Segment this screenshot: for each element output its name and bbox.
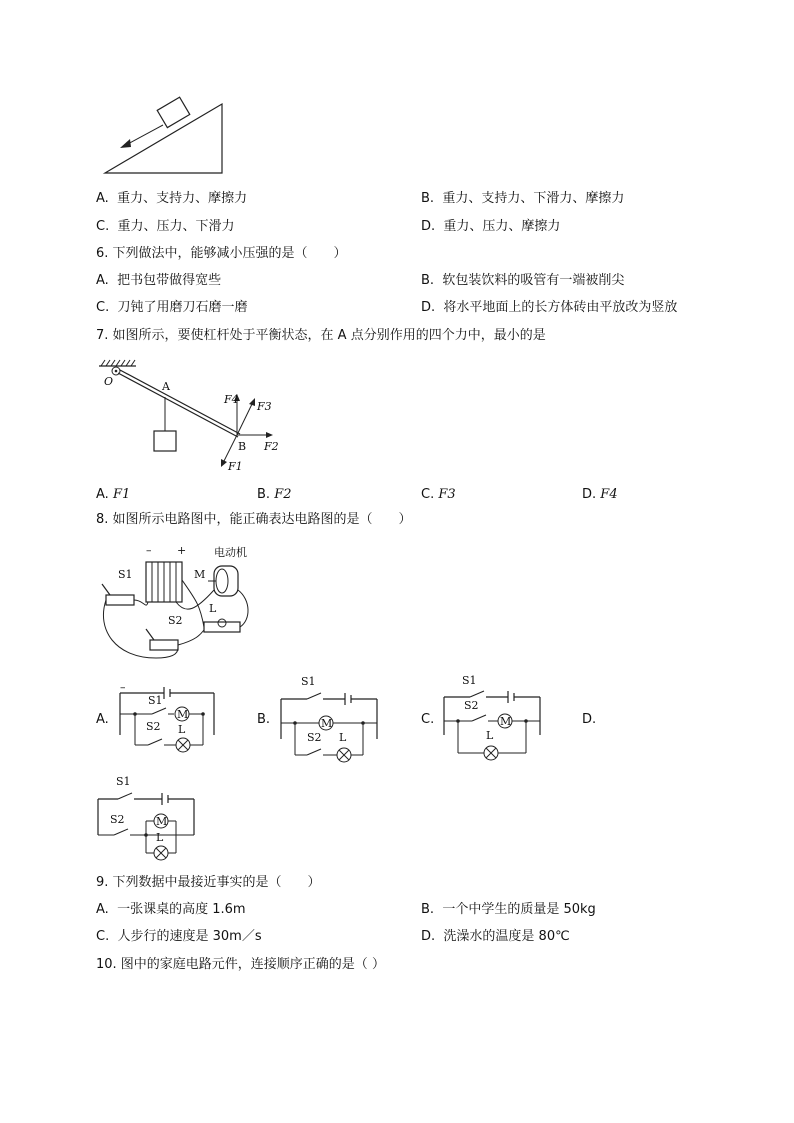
option-key: B. bbox=[421, 273, 435, 288]
q9-option-c[interactable] bbox=[96, 928, 262, 946]
q8-stem: 8. 如图所示电路图中，能正确表达电路图的是（ ） bbox=[96, 512, 412, 527]
label-f4: F4 bbox=[224, 393, 239, 406]
q10-stem: 10. 图中的家庭电路元件，连接顺序正确的是（ ） bbox=[96, 957, 385, 972]
q8-circuit-d bbox=[96, 773, 196, 863]
option-text: 重力、支持力、下滑力、摩擦力 bbox=[442, 191, 625, 206]
label-s1: S1 bbox=[301, 675, 316, 688]
label-s1: S1 bbox=[118, 568, 133, 581]
label-s1: S1 bbox=[116, 775, 131, 788]
q8-circuit-b bbox=[279, 675, 379, 765]
option-text: 刀钝了用磨刀石磨一磨 bbox=[117, 300, 248, 315]
option-text: 重力、压力、下滑力 bbox=[117, 219, 235, 234]
label-m: M bbox=[500, 715, 512, 728]
label-m: M bbox=[177, 708, 189, 721]
option-key: B. bbox=[257, 487, 271, 502]
option-text: 一张课桌的高度 1.6m bbox=[117, 902, 246, 917]
label-s2: S2 bbox=[464, 699, 479, 712]
label-s1: S1 bbox=[148, 694, 163, 707]
label-l: L bbox=[339, 731, 347, 744]
q5-option-c[interactable] bbox=[96, 218, 235, 236]
option-text: 洗澡水的温度是 80℃ bbox=[443, 929, 570, 944]
option-key: D. bbox=[421, 219, 436, 234]
q7-option-d[interactable] bbox=[582, 486, 618, 504]
label-plus: + bbox=[177, 544, 187, 557]
label-m: M bbox=[156, 815, 168, 828]
option-key: C. bbox=[96, 300, 110, 315]
label-f2: F2 bbox=[264, 440, 279, 453]
q6-option-c[interactable] bbox=[96, 299, 248, 317]
label-s2: S2 bbox=[110, 813, 125, 826]
q5-incline-figure bbox=[100, 98, 230, 178]
label-l: L bbox=[156, 831, 164, 844]
option-key: B. bbox=[421, 902, 435, 917]
option-key: A. bbox=[96, 191, 109, 206]
option-key: D. bbox=[582, 487, 597, 502]
q7-stem: 7. 如图所示，要使杠杆处于平衡状态，在 A 点分别作用的四个力中，最小的是 bbox=[96, 328, 546, 343]
option-text: F2 bbox=[274, 487, 292, 502]
label-b: B bbox=[238, 440, 247, 453]
q5-option-a[interactable] bbox=[96, 190, 247, 208]
q5-option-b[interactable] bbox=[421, 190, 624, 208]
option-key: D. bbox=[421, 929, 436, 944]
option-text: 把书包带做得宽些 bbox=[117, 273, 222, 288]
option-text: F3 bbox=[438, 487, 456, 502]
q8-option-a-key[interactable]: A. bbox=[96, 712, 109, 727]
label-s2: S2 bbox=[146, 720, 161, 733]
option-text: F1 bbox=[112, 487, 131, 502]
option-text: 人步行的速度是 30m／s bbox=[117, 929, 262, 944]
option-key: A. bbox=[96, 902, 109, 917]
label-s1: S1 bbox=[462, 674, 477, 687]
q8-circuit-c bbox=[442, 673, 542, 765]
q8-circuit-a bbox=[118, 683, 218, 763]
option-text: 重力、支持力、摩擦力 bbox=[117, 191, 248, 206]
q5-option-d[interactable] bbox=[421, 218, 560, 236]
option-key: A. bbox=[96, 487, 109, 502]
q7-option-a[interactable] bbox=[96, 486, 130, 504]
option-text: 软包装饮料的吸管有一端被削尖 bbox=[442, 273, 625, 288]
option-key: B. bbox=[421, 191, 435, 206]
option-text: 一个中学生的质量是 50kg bbox=[442, 902, 596, 917]
label-minus: – bbox=[146, 544, 152, 557]
option-text: 将水平地面上的长方体砖由平放改为竖放 bbox=[443, 300, 678, 315]
svg-text:–: – bbox=[120, 681, 126, 694]
q7-option-c[interactable] bbox=[421, 486, 456, 504]
q9-option-a[interactable] bbox=[96, 901, 246, 919]
q8-option-c-key[interactable]: C. bbox=[421, 712, 435, 727]
q9-stem: 9. 下列数据中最接近事实的是（ ） bbox=[96, 875, 321, 890]
option-text: F4 bbox=[600, 487, 618, 502]
option-key: C. bbox=[96, 929, 110, 944]
q8-physical-circuit bbox=[96, 540, 266, 665]
q6-stem: 6. 下列做法中，能够减小压强的是（ ） bbox=[96, 246, 347, 261]
label-o: O bbox=[104, 375, 114, 388]
label-a: A bbox=[162, 380, 170, 393]
q6-option-d[interactable] bbox=[421, 299, 677, 317]
q6-option-a[interactable] bbox=[96, 272, 221, 290]
label-l: L bbox=[209, 602, 217, 615]
label-m: M bbox=[194, 568, 206, 581]
option-key: C. bbox=[96, 219, 110, 234]
option-key: D. bbox=[421, 300, 436, 315]
q8-option-d-key[interactable]: D. bbox=[582, 712, 597, 727]
q9-option-b[interactable] bbox=[421, 901, 596, 919]
q6-option-b[interactable] bbox=[421, 272, 624, 290]
label-s2: S2 bbox=[168, 614, 183, 627]
option-key: C. bbox=[421, 487, 435, 502]
option-key: A. bbox=[96, 273, 109, 288]
label-s2: S2 bbox=[307, 731, 322, 744]
label-motor-caption: 电动机 bbox=[214, 546, 247, 559]
label-l: L bbox=[178, 723, 186, 736]
q9-option-d[interactable] bbox=[421, 928, 570, 946]
option-text: 重力、压力、摩擦力 bbox=[443, 219, 561, 234]
label-f3: F3 bbox=[257, 400, 272, 413]
label-l: L bbox=[486, 729, 494, 742]
q7-option-b[interactable] bbox=[257, 486, 292, 504]
label-f1: F1 bbox=[228, 460, 243, 473]
q7-lever-figure bbox=[96, 358, 296, 478]
label-m: M bbox=[321, 717, 333, 730]
q8-option-b-key[interactable]: B. bbox=[257, 712, 271, 727]
